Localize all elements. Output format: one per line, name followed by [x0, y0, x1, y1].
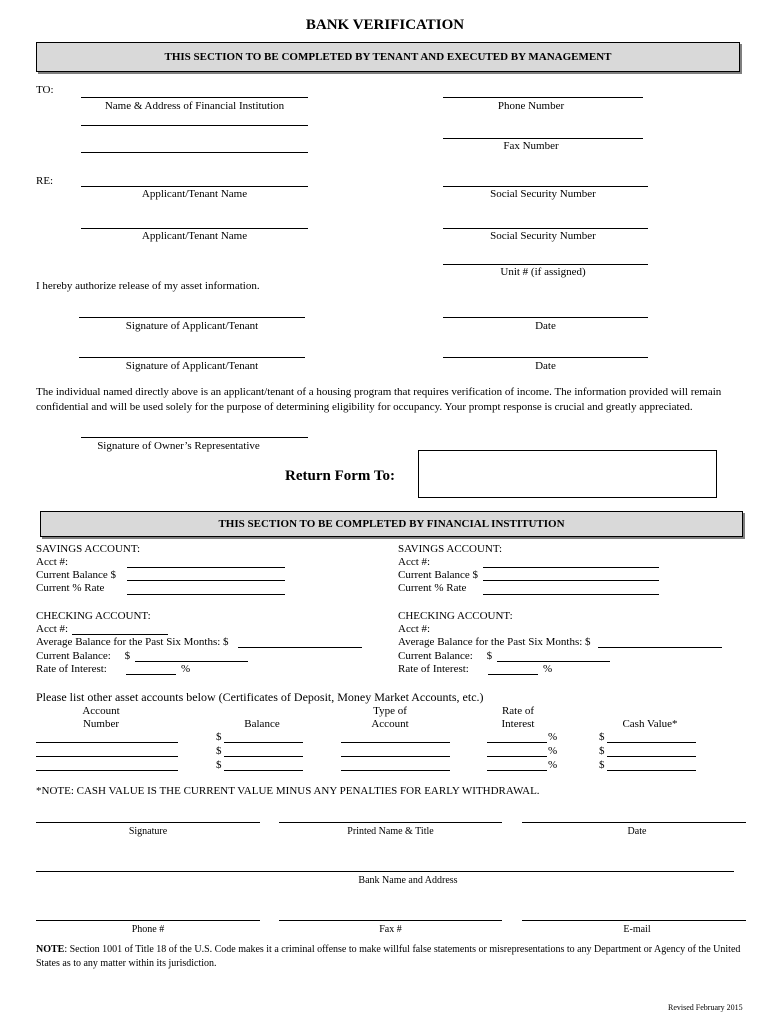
asset-rate-line[interactable] [487, 742, 547, 743]
col-balance-header: Balance [244, 718, 280, 730]
bank-name-line[interactable] [36, 871, 734, 872]
checking-interest-line-left[interactable] [126, 674, 176, 675]
fi-fax-line[interactable] [279, 920, 502, 921]
fi-email-line[interactable] [522, 920, 746, 921]
asset-rate-percent: % [548, 731, 558, 743]
checking-balance-line-left[interactable] [135, 661, 248, 662]
checking-heading-left: CHECKING ACCOUNT: [36, 610, 151, 622]
asset-balance-line[interactable] [224, 770, 303, 771]
asset-cash-line[interactable] [607, 770, 696, 771]
return-form-label: Return Form To: [285, 468, 395, 484]
applicant-name-line-1[interactable] [81, 186, 308, 187]
asset-rate-percent: % [548, 745, 558, 757]
savings-acct-label-left: Acct #: [36, 556, 69, 568]
institution-name-label: Name & Address of Financial Institution [104, 100, 285, 112]
asset-rate-line[interactable] [487, 756, 547, 757]
institution-section-banner [40, 511, 743, 537]
checking-interest-percent-right: % [543, 663, 553, 675]
fi-phone-label: Phone # [131, 924, 165, 935]
savings-rate-line-right[interactable] [483, 594, 659, 595]
applicant-date-line-2[interactable] [443, 357, 648, 358]
col-number-header: Number [82, 718, 120, 730]
fi-date-line[interactable] [522, 822, 746, 823]
asset-account-line[interactable] [36, 756, 178, 757]
savings-rate-line-left[interactable] [127, 594, 285, 595]
tenant-section-banner [36, 42, 740, 72]
program-paragraph-line-2: confidential and will be used solely for the purpose of determining eligibility for occupancy. Your prompt response is crucial and greatly appreciated. [36, 401, 693, 413]
col-type-account-header: Account [371, 718, 409, 730]
asset-balance-dollar: $ [216, 759, 222, 771]
asset-rate-line[interactable] [487, 770, 547, 771]
applicant-signature-label-1: Signature of Applicant/Tenant [125, 320, 259, 332]
fi-email-label: E-mail [623, 924, 651, 935]
checking-avg-label-right: Average Balance for the Past Six Months: $ [398, 636, 591, 648]
asset-balance-line[interactable] [224, 756, 303, 757]
applicant-name-label-1: Applicant/Tenant Name [141, 188, 248, 200]
bank-name-label: Bank Name and Address [358, 875, 458, 886]
savings-rate-label-right: Current % Rate [398, 582, 467, 594]
ssn-line-2[interactable] [443, 228, 648, 229]
asset-cash-line[interactable] [607, 756, 696, 757]
fi-fax-label: Fax # [379, 924, 402, 935]
cash-value-note: *NOTE: CASH VALUE IS THE CURRENT VALUE MINUS ANY PENALTIES FOR EARLY WITHDRAWAL. [36, 785, 540, 797]
savings-acct-line-left[interactable] [127, 567, 285, 568]
checking-interest-line-right[interactable] [488, 674, 538, 675]
checking-avg-line-right[interactable] [598, 647, 722, 648]
to-label: TO: [36, 84, 54, 96]
asset-account-line[interactable] [36, 742, 178, 743]
fi-phone-line[interactable] [36, 920, 260, 921]
institution-address-line-2[interactable] [81, 152, 308, 153]
col-interest-header: Interest [501, 718, 535, 730]
institution-section-banner-text: THIS SECTION TO BE COMPLETED BY FINANCIAL INSTITUTION [218, 518, 565, 530]
asset-type-line[interactable] [341, 756, 450, 757]
checking-balance-line-right[interactable] [497, 661, 610, 662]
fax-number-line[interactable] [443, 138, 643, 139]
asset-cash-line[interactable] [607, 742, 696, 743]
checking-balance-label-left: Current Balance: $ [36, 650, 131, 662]
applicant-name-line-2[interactable] [81, 228, 308, 229]
legal-note-line-1 [36, 943, 740, 956]
fi-printed-name-label: Printed Name & Title [347, 826, 434, 837]
savings-heading-right: SAVINGS ACCOUNT: [398, 543, 503, 555]
legal-note-text: : Section 1001 of Title 18 of the U.S. Code makes it a criminal offense to make willful false statements or misrepresentations to any Department or Agency of the United [64, 944, 741, 955]
asset-cash-dollar: $ [599, 759, 605, 771]
return-address-box[interactable] [418, 450, 717, 498]
col-account-header: Account [82, 705, 120, 717]
applicant-date-label-2: Date [535, 360, 556, 372]
checking-interest-label-right: Rate of Interest: [398, 663, 469, 675]
savings-acct-label-right: Acct #: [398, 556, 431, 568]
savings-heading-left: SAVINGS ACCOUNT: [36, 543, 141, 555]
checking-interest-percent-left: % [181, 663, 191, 675]
ssn-label-2: Social Security Number [490, 230, 596, 242]
applicant-name-label-2: Applicant/Tenant Name [141, 230, 248, 242]
fi-printed-name-line[interactable] [279, 822, 502, 823]
savings-acct-line-right[interactable] [483, 567, 659, 568]
savings-balance-label-right: Current Balance $ [398, 569, 479, 581]
fi-signature-label: Signature [128, 826, 168, 837]
checking-heading-right: CHECKING ACCOUNT: [398, 610, 513, 622]
checking-acct-label-left: Acct #: [36, 623, 69, 635]
asset-balance-line[interactable] [224, 742, 303, 743]
authorize-text: I hereby authorize release of my asset information. [36, 280, 260, 292]
phone-number-label: Phone Number [497, 100, 565, 112]
col-rate-of-header: Rate of [501, 705, 535, 717]
checking-balance-label-right: Current Balance: $ [398, 650, 493, 662]
tenant-section-banner-text: THIS SECTION TO BE COMPLETED BY TENANT AND EXECUTED BY MANAGEMENT [164, 51, 612, 63]
asset-cash-dollar: $ [599, 745, 605, 757]
col-type-of-header: Type of [373, 705, 407, 717]
savings-balance-line-right[interactable] [483, 580, 659, 581]
phone-number-line[interactable] [443, 97, 643, 98]
asset-balance-dollar: $ [216, 745, 222, 757]
savings-balance-label-left: Current Balance $ [36, 569, 117, 581]
other-accounts-text: Please list other asset accounts below (Certificates of Deposit, Money Market Accounts, etc.) [36, 690, 484, 704]
asset-rate-percent: % [548, 759, 558, 771]
ssn-line-1[interactable] [443, 186, 648, 187]
asset-type-line[interactable] [341, 770, 450, 771]
asset-type-line[interactable] [341, 742, 450, 743]
asset-balance-dollar: $ [216, 731, 222, 743]
col-cash-value-header: Cash Value* [622, 718, 678, 730]
revised-date: Revised February 2015 [668, 1003, 743, 1012]
owner-rep-signature-label: Signature of Owner’s Representative [97, 440, 260, 452]
unit-label: Unit # (if assigned) [500, 266, 586, 278]
applicant-signature-line-1[interactable] [79, 317, 305, 318]
institution-name-line[interactable] [81, 97, 308, 98]
fi-signature-line[interactable] [36, 822, 260, 823]
checking-acct-label-right: Acct #: [398, 623, 431, 635]
savings-rate-label-left: Current % Rate [36, 582, 105, 594]
fi-date-label: Date [627, 826, 647, 837]
checking-avg-label-left: Average Balance for the Past Six Months: $ [36, 636, 229, 648]
owner-rep-signature-line[interactable] [81, 437, 308, 438]
legal-note-line-2: States as to any matter within its jurisdiction. [36, 958, 217, 969]
asset-cash-dollar: $ [599, 731, 605, 743]
ssn-label-1: Social Security Number [490, 188, 596, 200]
page-title: BANK VERIFICATION [305, 17, 465, 33]
program-paragraph-line-1: The individual named directly above is an applicant/tenant of a housing program that requires verification of income. The information provided will remain [36, 386, 722, 398]
savings-balance-line-left[interactable] [127, 580, 285, 581]
unit-line[interactable] [443, 264, 648, 265]
asset-account-line[interactable] [36, 770, 178, 771]
applicant-date-label-1: Date [535, 320, 556, 332]
applicant-date-line-1[interactable] [443, 317, 648, 318]
institution-address-line-1[interactable] [81, 125, 308, 126]
checking-interest-label-left: Rate of Interest: [36, 663, 107, 675]
checking-acct-line-left[interactable] [72, 634, 168, 635]
applicant-signature-label-2: Signature of Applicant/Tenant [125, 360, 259, 372]
fax-number-label: Fax Number [503, 140, 559, 152]
legal-note-bold: NOTE [36, 944, 65, 955]
applicant-signature-line-2[interactable] [79, 357, 305, 358]
checking-avg-line-left[interactable] [238, 647, 362, 648]
re-label: RE: [36, 175, 54, 187]
